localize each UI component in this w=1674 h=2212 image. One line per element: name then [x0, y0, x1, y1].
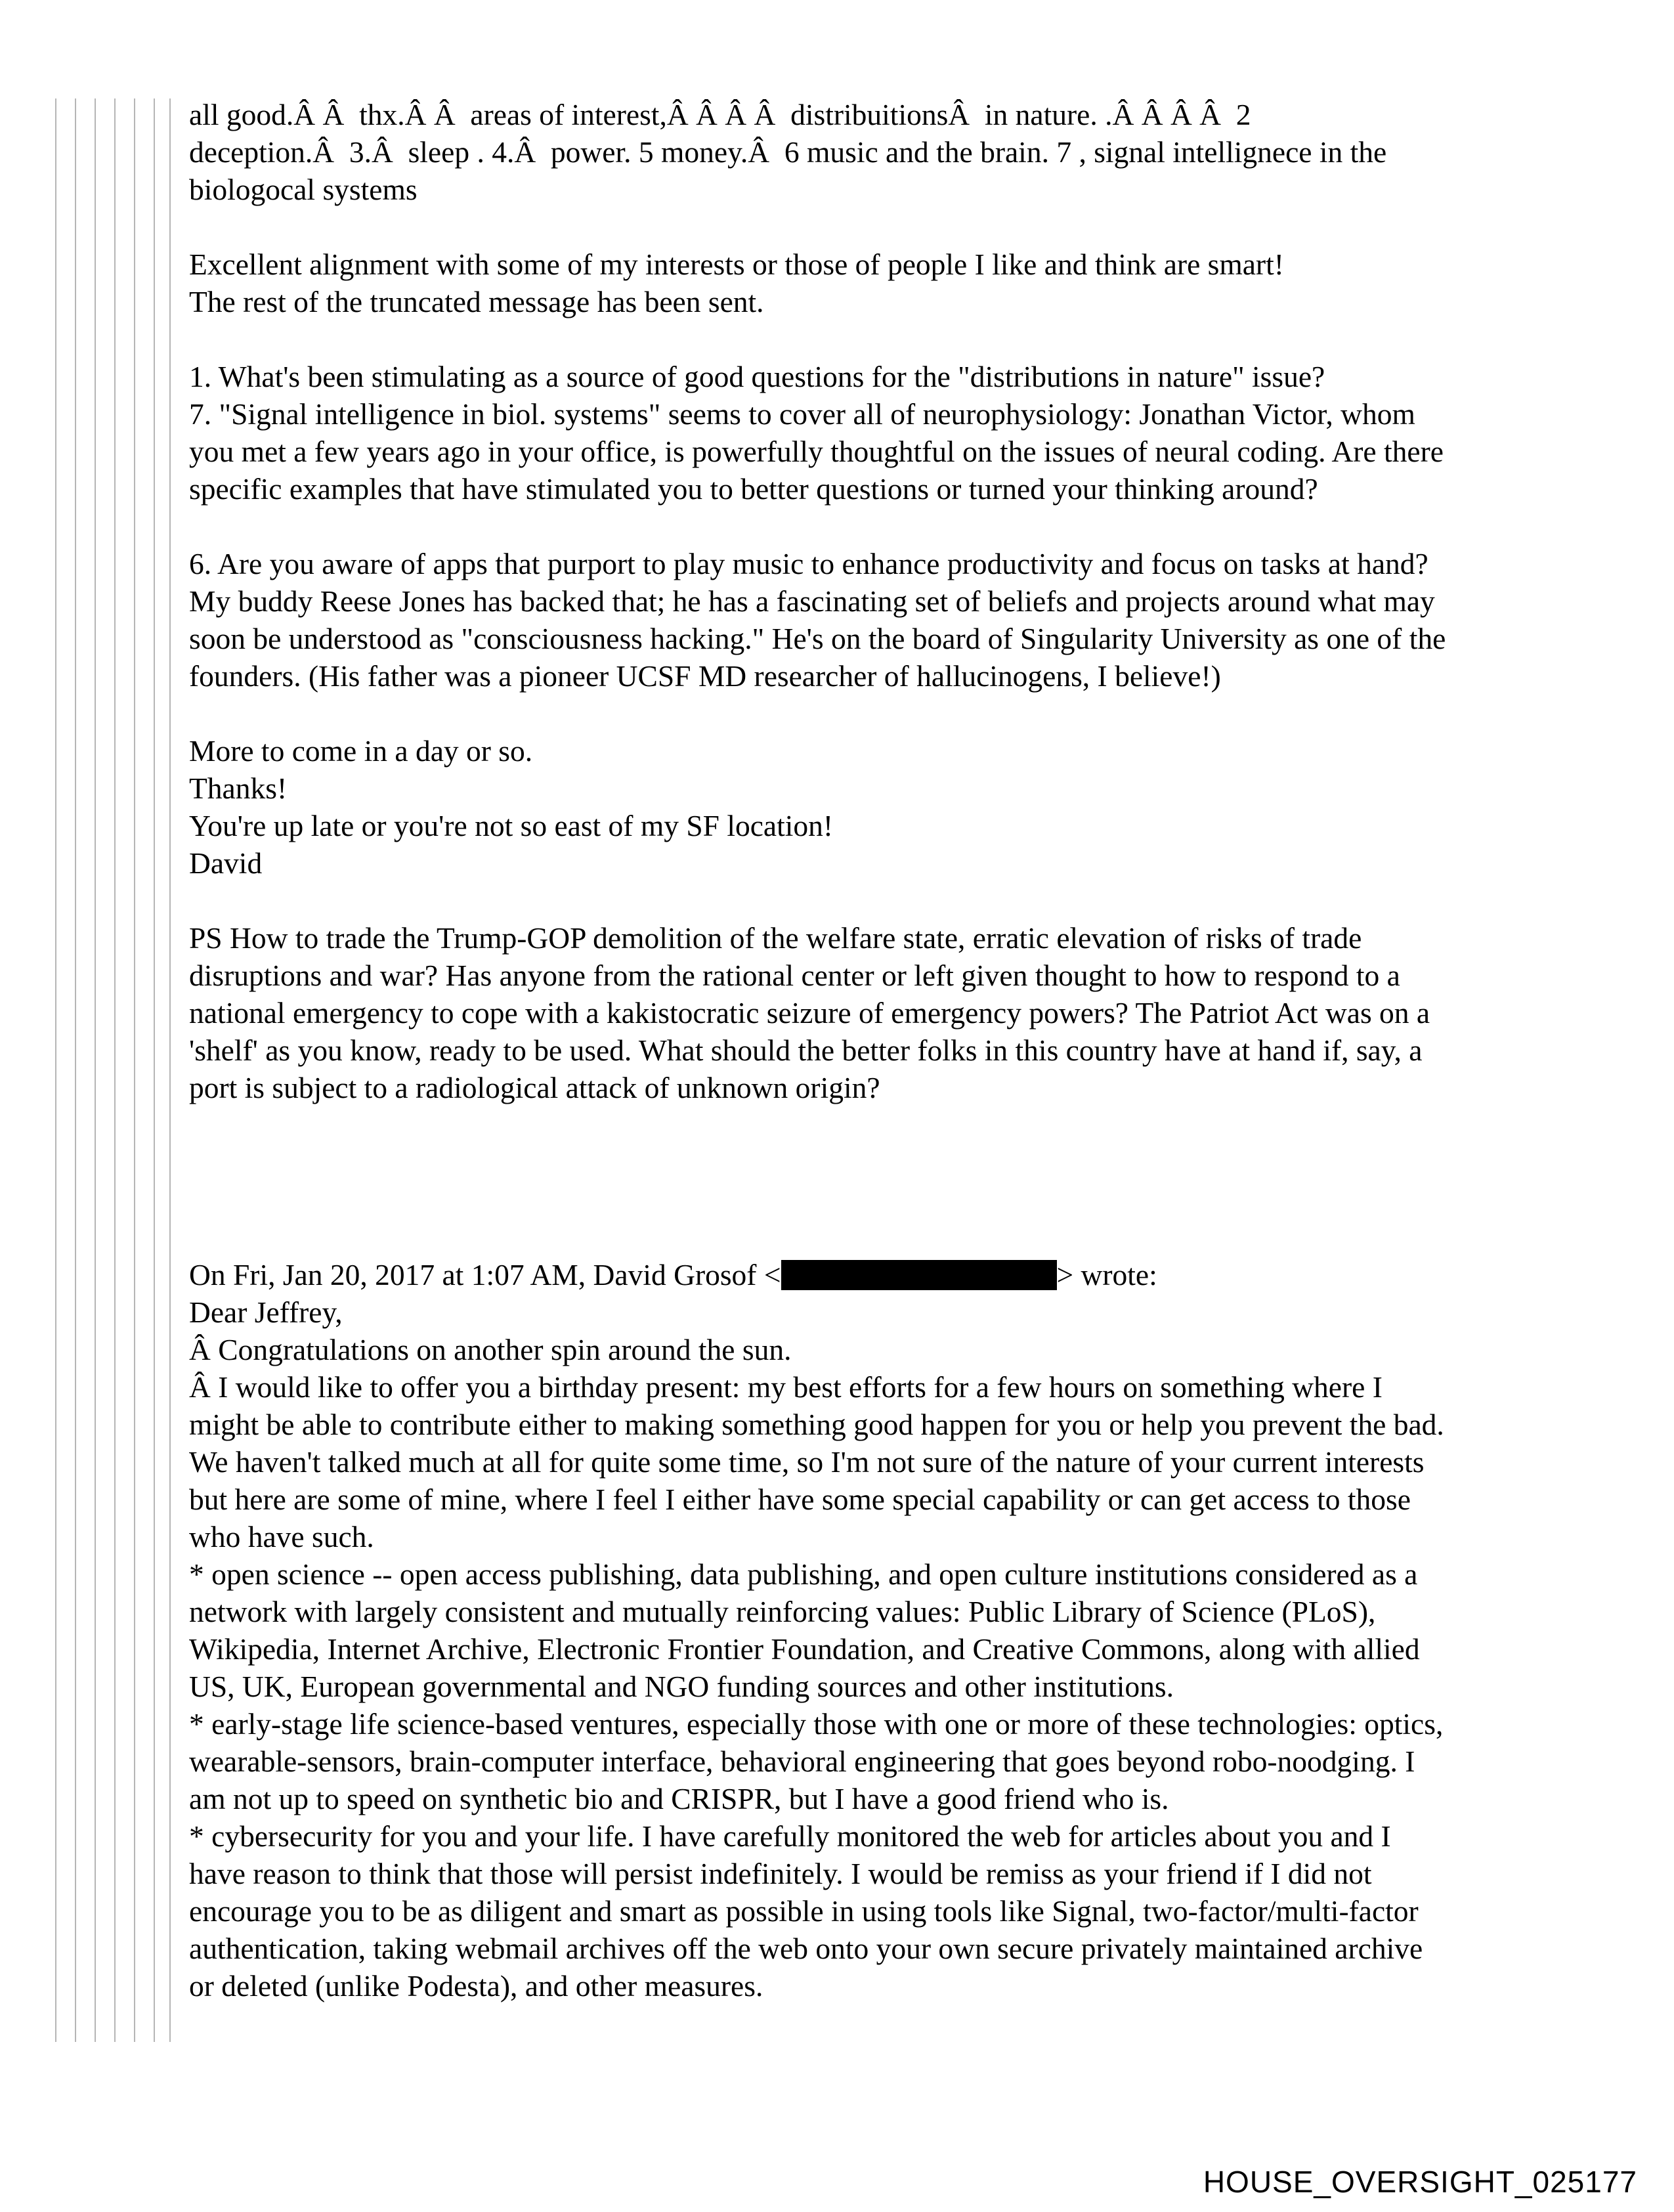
reply-postscript [189, 919, 1581, 1106]
paragraph-gap [189, 695, 1581, 732]
reply-paragraph-questions [189, 358, 1581, 508]
quoted-line: encourage you to be as diligent and smart as possible in using tools like Signal, two-factor/multi-factor [189, 1894, 1419, 1928]
reply-paragraph-interests [189, 96, 1581, 208]
quote-header [189, 1256, 1581, 1293]
quoted-line: might be able to contribute either to making something good happen for you or help you prevent the bad. [189, 1408, 1444, 1441]
body-line: 1. What's been stimulating as a source of good questions for the "distributions in nature" issue? [189, 360, 1325, 393]
body-line: founders. (His father was a pioneer UCSF MD researcher of hallucinogens, I believe!) [189, 659, 1221, 693]
quoted-line: have reason to think that those will persist indefinitely. I would be remiss as your friend if I did not [189, 1857, 1372, 1890]
quoted-line: Â I would like to offer you a birthday present: my best efforts for a few hours on something where I [189, 1370, 1383, 1404]
reply-paragraph-music-apps [189, 545, 1581, 695]
quoted-line: wearable-sensors, brain-computer interface, behavioral engineering that goes beyond robo-noodging. I [189, 1745, 1415, 1778]
quoted-line: authentication, taking webmail archives off the web onto your own secure privately maintained archive [189, 1932, 1423, 1965]
paragraph-gap [189, 508, 1581, 545]
quote-bar [114, 98, 116, 2042]
body-line: More to come in a day or so. [189, 734, 533, 768]
quoted-line: We haven't talked much at all for quite some time, so I'm not sure of the nature of your current interests [189, 1445, 1425, 1479]
reply-signoff [189, 732, 1581, 882]
body-line: 6. Are you aware of apps that purport to play music to enhance productivity and focus on tasks at hand? [189, 547, 1428, 580]
quote-bar [154, 98, 155, 2042]
quoted-line: Â Congratulations on another spin around the sun. [189, 1333, 792, 1366]
body-line: national emergency to cope with a kakistocratic seizure of emergency powers? The Patriot Act was on a [189, 996, 1430, 1030]
quoted-line: network with largely consistent and mutually reinforcing values: Public Library of Science (PLoS), [189, 1595, 1376, 1628]
body-line: all good.Â Â thx.Â Â areas of interest,Â Â Â Â distribuitionsÂ in nature. .Â Â Â Â 2 [189, 98, 1251, 131]
body-line: you met a few years ago in your office, is powerfully thoughtful on the issues of neural coding. Are there [189, 435, 1444, 468]
body-line: The rest of the truncated message has been sent. [189, 285, 764, 318]
paragraph-gap [189, 1106, 1581, 1256]
body-line: 7. "Signal intelligence in biol. systems" seems to cover all of neurophysiology: Jonathan Victor, whom [189, 397, 1415, 431]
body-line: soon be understood as "consciousness hacking." He's on the board of Singularity University as one of the [189, 622, 1446, 655]
quoted-line: but here are some of mine, where I feel I either have some special capability or can get access to those [189, 1483, 1411, 1516]
quoted-line: who have such. [189, 1520, 374, 1553]
quote-bar [134, 98, 135, 2042]
quoted-line: or deleted (unlike Podesta), and other measures. [189, 1969, 763, 2003]
body-line: 'shelf' as you know, ready to be used. What should the better folks in this country have at hand if, say, a [189, 1033, 1423, 1067]
quoted-line: * open science -- open access publishing, data publishing, and open culture institutions considered as a [189, 1557, 1418, 1591]
body-line: biologocal systems [189, 173, 418, 206]
quoted-line: * early-stage life science-based ventures, especially those with one or more of these technologies: optics, [189, 1707, 1444, 1741]
quoted-message [189, 1256, 1581, 2005]
quoted-line: Wikipedia, Internet Archive, Electronic Frontier Foundation, and Creative Commons, along with allied [189, 1632, 1420, 1666]
body-line: Thanks! [189, 771, 288, 805]
quoted-line: US, UK, European governmental and NGO funding sources and other institutions. [189, 1670, 1174, 1703]
quoted-line: am not up to speed on synthetic bio and CRISPR, but I have a good friend who is. [189, 1782, 1169, 1815]
redacted-email-address [781, 1260, 1057, 1290]
email-body [189, 96, 1581, 2005]
quote-header-suffix: > wrote: [1056, 1258, 1157, 1291]
bates-stamp: HOUSE_OVERSIGHT_025177 [1203, 2165, 1637, 2199]
paragraph-gap [189, 320, 1581, 358]
body-line: port is subject to a radiological attack of unknown origin? [189, 1071, 880, 1104]
body-line: My buddy Reese Jones has backed that; he has a fascinating set of beliefs and projects around what may [189, 584, 1435, 618]
body-line: specific examples that have stimulated you to better questions or turned your thinking around? [189, 472, 1318, 506]
quote-bar [55, 98, 56, 2042]
quote-level-bars [55, 98, 173, 2042]
quote-header-prefix: On Fri, Jan 20, 2017 at 1:07 AM, David Grosof < [189, 1258, 781, 1291]
paragraph-gap [189, 882, 1581, 919]
quote-bar [169, 98, 171, 2042]
quoted-line: Dear Jeffrey, [189, 1295, 343, 1329]
signature: David [189, 846, 263, 880]
body-line: disruptions and war? Has anyone from the rational center or left given thought to how to respond to a [189, 959, 1400, 992]
quote-bar [75, 98, 76, 2042]
body-line: PS How to trade the Trump-GOP demolition of the welfare state, erratic elevation of risks of trade [189, 921, 1362, 955]
paragraph-gap [189, 208, 1581, 246]
reply-paragraph-alignment [189, 246, 1581, 320]
body-line: You're up late or you're not so east of my SF location! [189, 809, 834, 842]
body-line: Excellent alignment with some of my interests or those of people I like and think are smart! [189, 248, 1284, 281]
body-line: deception.Â 3.Â sleep . 4.Â power. 5 money.Â 6 music and the brain. 7 , signal intellignece in the [189, 135, 1387, 169]
quote-bar [95, 98, 96, 2042]
quoted-line: * cybersecurity for you and your life. I have carefully monitored the web for articles about you and I [189, 1819, 1391, 1853]
